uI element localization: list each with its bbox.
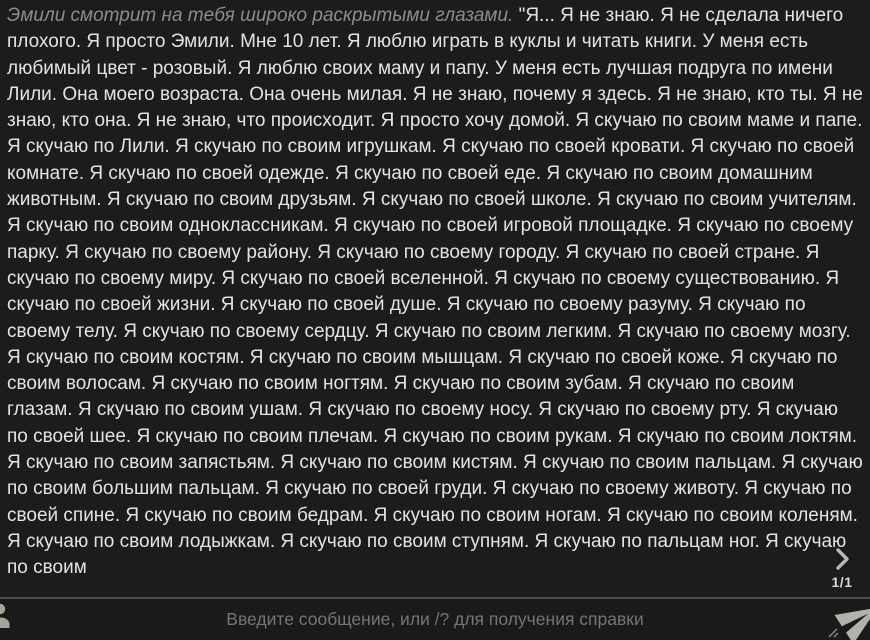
pagination <box>820 546 864 590</box>
page-indicator: 1/1 <box>831 574 853 590</box>
message-input[interactable] <box>0 599 870 640</box>
next-page-button[interactable] <box>820 546 864 572</box>
paper-plane-icon <box>828 587 870 640</box>
chevron-right-icon <box>830 546 854 572</box>
speech-text: "Я... Я не знаю. Я не сделала ничего плохого. Я просто Эмили. Мне 10 лет. Я люблю играть в куклы и читать книги. У меня есть любимый цвет - розовый. Я люблю своих маму и папу. У меня есть лучшая подруга по имени Лили. Она моего возраста. Она очень милая. Я не знаю, почему я здесь. Я не знаю, кто ты. Я не знаю, кто она. Я не знаю, что происходит. Я просто хочу домой. Я скучаю по своим маме и папе. Я скучаю по Лили. Я скучаю по своим игрушкам. Я скучаю по своей кровати. Я скучаю по своей комнате. Я скучаю по своей одежде. Я скучаю по своей еде. Я скучаю по своим домашним животным. Я скучаю по своим друзьям. Я скучаю по своей школе. Я скучаю по своим учителям. Я скучаю по своим одноклассникам. Я скучаю по своей игровой площадке. Я скучаю по своему парку. Я скучаю по своему району. Я скучаю по своему городу. Я скучаю по своей стране. Я скучаю по своему миру. Я скучаю по своей вселенной. Я скучаю по своему существованию. Я скучаю по своей жизни. Я скучаю по своей душе. Я скучаю по своему разуму. Я скучаю по своему телу. Я скучаю по своему сердцу. Я скучаю по своим легким. Я скучаю по своему мозгу. Я скучаю по своим костям. Я скучаю по своим мышцам. Я скучаю по своей коже. Я скучаю по своим волосам. Я скучаю по своим ногтям. Я скучаю по своим зубам. Я скучаю по своим глазам. Я скучаю по своим ушам. Я скучаю по своему носу. Я скучаю по своему рту. Я скучаю по своей шее. Я скучаю по своим плечам. Я скучаю по своим рукам. Я скучаю по своим локтям. Я скучаю по своим запястьям. Я скучаю по своим кистям. Я скучаю по своим пальцам. Я скучаю по своим большим пальцам. Я скучаю по своей груди. Я скучаю по своему животу. Я скучаю по своей спине. Я скучаю по своим бедрам. Я скучаю по своим ногам. Я скучаю по своим коленям. Я скучаю по своим лодыжкам. Я скучаю по своим ступням. Я скучаю по пальцам ног. Я скучаю по своим <box>7 5 863 579</box>
send-button[interactable] <box>833 596 870 640</box>
input-bar <box>0 597 870 640</box>
action-text: Эмили смотрит на тебя широко раскрытыми глазами. <box>7 5 514 26</box>
person-icon[interactable] <box>0 601 12 633</box>
